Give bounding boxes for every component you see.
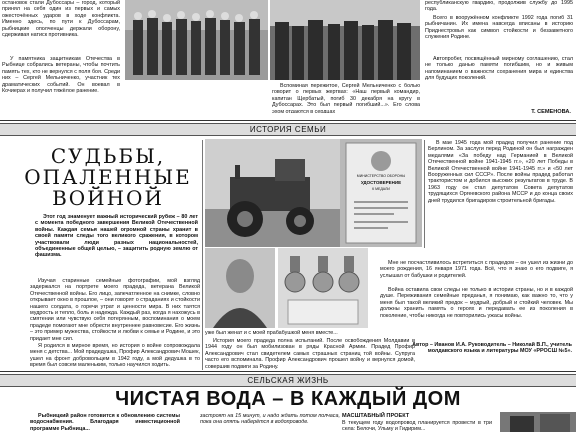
headline-line-3: ВОЙНОЙ: [52, 186, 164, 210]
medals-photo: [278, 248, 368, 328]
family-right-col1-text: В мае 1945 года мой прадед получил ранение под Берлином. За заслуги перед Родиной он был награжден медалями «За победу над Германией в Великой Отечественной войне 1941-1945 гг.», «20 лет Победы в Великой Отечественной войне 1941-1945 гг.» и «50 лет Вооруженных сил СССР». После войны прадед работал трактористом и добился высоких результатов в труде. В 1963 году он стал депутатом Совета депутатов трудящихся Оргеевского района МССР и до конца своих дней трудился бригадиром строительной бригады.: [428, 140, 573, 204]
family-signature-text: Автор – Иванов И.А. Руководитель – Николай В.П., учитель молдавского языка и литературы МОУ «РРОСШ №5».: [412, 342, 572, 355]
top-column-4b: [425, 15, 573, 55]
family-left-body-text: Изучая старинные семейные фотографии, мой взгляд задержался на портрете моего прадеда, ветерана Великой Отечественной войны. Его лицо, запечатленное на снимке, словно открывает окно в прошлое, – они говорят о страданиях и стойкости нашего солдата, о горечи утрат и ценности мира. В них таятся мудрость и тепло, боль и надежда. Каждый раз, когда я нахожусь в смятении или чувствую себя потерянным, воспоминания о моем прадеде помогают мне обрести внутреннее равновесие. Его жизнь – это пример мужества, стойкости и любви к семье и Родине, и это придает мне сил.: [30, 278, 200, 342]
project-title: МАСШТАБНЫЙ ПРОЕКТ: [342, 413, 410, 419]
divider-bottom: [0, 371, 576, 372]
top-col4c-text: Автопробег, посвящённый мирному соглашению, стал не только данью памяти погибшим, но и живым напоминанием о важности сохранения мира и единства для будущих поколений.: [425, 56, 573, 82]
water-mid-text: застроят на 15 минут, и надо ждать потом полчаса, пока она опять наберётся в водопроводе.: [200, 413, 340, 426]
family-left-body-2: [30, 343, 200, 370]
family-right-col2-text: Мне не посчастливилось встретиться с прадедом – он ушел из жизни до моего рождения, 16 января 1971 года. Всё, что я знаю о его подвиге, я услышал от бабушки и родителей.: [380, 260, 573, 279]
water-mid: [200, 413, 340, 432]
water-headline: ЧИСТАЯ ВОДА – В КАЖДЫЙ ДОМ: [115, 388, 461, 410]
family-signature: [380, 342, 572, 355]
project-body: [342, 420, 492, 432]
family-headline: [18, 146, 198, 209]
family-left-body: [30, 278, 200, 342]
family-mid-caption: [205, 330, 375, 338]
rubric-family-history: ИСТОРИЯ СЕМЬИ: [0, 123, 576, 136]
family-left-body2-text: Я родился в мирное время, но история о войне сопровождала меня с детства... Мой прадедушка, Профир Александрович Мошек, ушел на фронт добровольцем в 1942 году, а мой дедушка в то время был совсем маленьким, только научился ходить.: [30, 343, 200, 369]
rubric-rural-life: СЕЛЬСКАЯ ЖИЗНЬ: [0, 374, 576, 387]
certificate-photo: [340, 139, 422, 247]
portrait-photo: [205, 248, 275, 328]
column-rule-1: [202, 140, 203, 370]
worker-photo: [500, 412, 576, 432]
water-lead: [30, 413, 180, 432]
water-lead-text: Рыбницкий район готовится к обновлению системы водоснабжения. Благодаря инвестиционной программе Рыбница...: [30, 413, 180, 432]
divider-top: [0, 120, 576, 121]
family-lead: [35, 214, 198, 276]
certificate-stamp-mid: УДОСТОВЕРЕНИЕ: [360, 180, 402, 185]
top-column-3: [272, 83, 420, 113]
top-column-1b: [2, 56, 120, 102]
top-column-1: [2, 0, 120, 54]
rally-photo: [270, 0, 420, 80]
family-right-col3-text: Война оставила свои следы не только в истории страны, но и в каждой душе. Переживания семейные преданья, я понимаю, как важно то, что у меня был такой великий предок – мудрый, добрый и стойкий человек. Мы должны хранить память о героях и передавать ее из поколения в поколение, чтобы никогда не повторились ужасы войны.: [380, 287, 573, 319]
family-mid-caption-text: уже был женат и с моей прабабушкой меня вместе...: [205, 330, 338, 336]
top-author: Т. СЕМЕНОВА.: [531, 109, 571, 115]
family-right-col-1: [428, 140, 573, 258]
family-mid-body-text: История моего прадеда полна испытаний. После освобождения Молдавии в 1944 году он был мобилизован в ряды Красной Армии. Прадед Профир Александрович стал свидетелем самых страшных страниц той войны. Супруга часто его вспоминала. Профир Александрович прошел войну и вернулся домой, совершив подвиги за Родину.: [205, 338, 415, 370]
top-col1-text: остановок стали Дубоссары – город, который принял на себя один из первых и самых ожесточённых ударов в ходе конфликта. Именно здесь, по пути к Дубоссарам, рыбницкие ополченцы держали оборону, сдерживая натиск противника.: [2, 0, 120, 39]
top-column-4c: [425, 56, 573, 108]
top-col1b-text: У памятника защитникам Отечества в Рыбнице собрались ветераны, чтобы почтить память тех, кто не вернулся с поля боя. Среди них – Сергей Мельниченко, участник тех драматических событий. Он воевал в Кочиерах и получил тяжёлое ранение.: [2, 56, 120, 95]
top-col4-text: республиканскую гвардию, продолжив службу до 1995 года.: [425, 0, 573, 13]
certificate-stamp-top: МИНИСТЕРСТВО ОБОРОНЫ: [356, 174, 406, 178]
top-column-4: [425, 0, 573, 14]
headline-line-2: ОПАЛЕННЫЕ: [24, 165, 192, 189]
certificate-stamp-bot: К МЕДАЛИ: [372, 187, 390, 191]
column-rule-2: [424, 140, 425, 248]
top-col3-text: Вспоминая пережитое, Сергей Мельниченко с болью говорит о первых жертвах: «Наш первый командир, капитан Щербатый, погиб 30 декабря на кругу в Дубоссарах. Это был первый погибший...». Его слова эхом отдаются в сердцах: [272, 83, 420, 113]
veterans-group-photo: [125, 0, 268, 80]
headline-line-1: СУДЬБЫ,: [50, 144, 166, 168]
tractor-photo: [205, 139, 340, 247]
project-body-text: В текущем году водопровод планируется провести в три села: Белочи, Ульму и Гидирим...: [342, 420, 492, 432]
family-lead-text: Этот год знаменует важный исторический рубеж – 80 лет с момента победного завершения Великой Отечественной войны. Каждая семья нашей огромной страны хранит в своей памяти следы того великого сражения, в котором участвовали люди разных национальностей, объединенные общей целью, – защитить родную землю от фашизма.: [35, 214, 198, 259]
top-col4b-text: Всего в вооружённом конфликте 1992 года погиб 31 рыбничанин. Их имена навсегда вписаны в историю Приднестровья как символ стойкости и беззаветного служения Родине.: [425, 15, 573, 41]
family-right-col-2: [380, 260, 573, 286]
family-right-col-3: [380, 287, 573, 339]
